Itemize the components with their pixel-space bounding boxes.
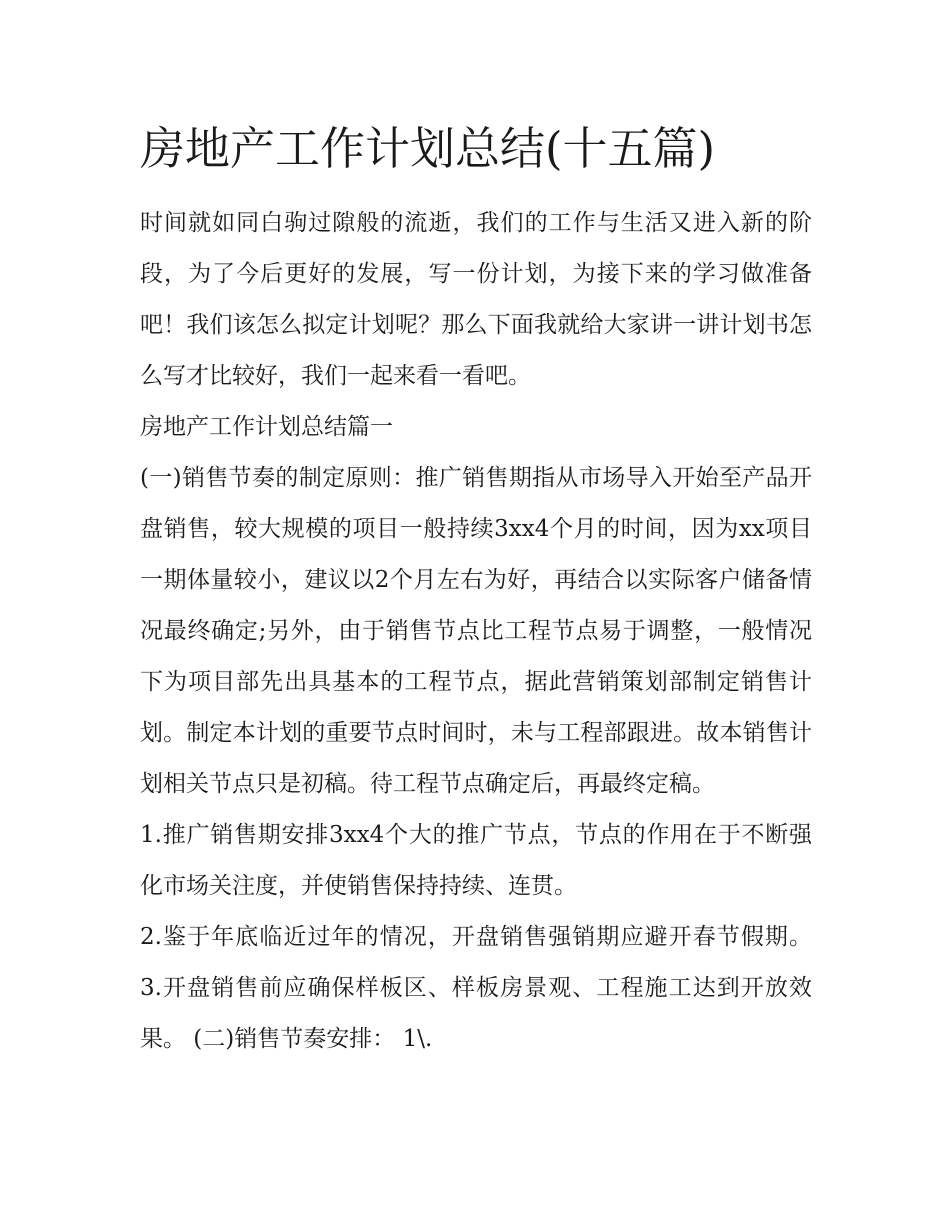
body-paragraph: 1.推广销售期安排3xx4个大的推广节点，节点的作用在于不断强化市场关注度，并使销售保持持续、连贯。 [140,822,812,899]
intro-paragraph: 时间就如同白驹过隙般的流逝，我们的工作与生活又进入新的阶段，为了今后更好的发展，写一份计划，为接下来的学习做准备吧！我们该怎么拟定计划呢？那么下面我就给大家讲一讲计划书怎么写才比较好，我们一起来看一看吧。 [140,210,812,389]
document-body [140,108,812,1065]
body-paragraph: (一)销售节奏的制定原则：推广销售期指从市场导入开始至产品开盘销售，较大规模的项目一般持续3xx4个月的时间，因为xx项目一期体量较小，建议以2个月左右为好，再结合以实际客户储备情况最终确定;另外，由于销售节点比工程节点易于调整，一般情况下为项目部先出具基本的工程节点，据此营销策划部制定销售计划。制定本计划的重要节点时间时，未与工程部跟进。故本销售计划相关节点只是初稿。待工程节点确定后，再最终定稿。 [140,465,812,797]
body-paragraph: 2.鉴于年底临近过年的情况，开盘销售强销期应避开春节假期。 3.开盘销售前应确保样板区、样板房景观、工程施工达到开放效果。 (二)销售节奏安排： 1\. [140,924,812,1052]
section-heading: 房地产工作计划总结篇一 [140,414,393,440]
document-title: 房地产工作计划总结(十五篇) [140,122,716,175]
